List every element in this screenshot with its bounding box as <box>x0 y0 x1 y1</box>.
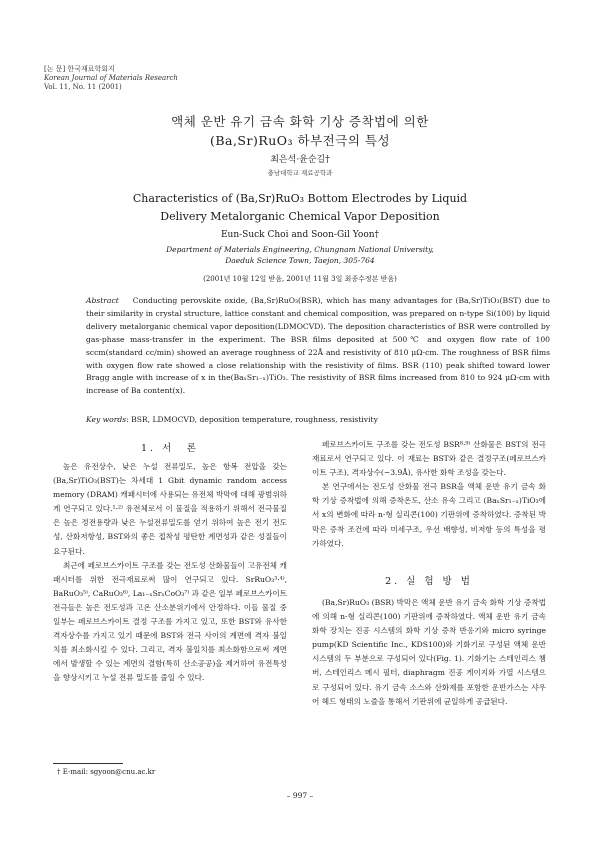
korean-title-line2: (Ba,Sr)RuO₃ 하부전극의 특성 <box>209 133 391 148</box>
korean-title-line1: 액체 운반 유기 금속 화학 기상 증착법에 의한 <box>171 114 429 129</box>
english-title-line2: Delivery Metalorganic Chemical Vapor Deposition <box>160 210 440 223</box>
english-affiliation-line1: Department of Materials Engineering, Chungnam National University, <box>166 245 434 254</box>
abstract-text: Conducting perovskite oxide, (Ba,Sr)RuO₃(BSR), which has many advantages for (Ba,Sr)TiO₃(BST) due to their similarity in crystal structure, lattice constant and chemical composition, was prepared on n-type Si(100) by liquid delivery metalorganic chemical vapor deposition(LDMOCVD). The deposition characteristics of BSR were controlled by gas-phase mass-transfer in the experiment. The BSR films deposited at 500℃ and oxygen flow rate of 100 sccm(standard cc/min) showed an average roughness of 22Å and resistivity of 810 μΩ-cm. The roughness of BSR films with oxygen flow rate showed a close relationship with the resistivity of films. BSR (110) peak shifted toward lower Bragg angle with increase of x in the(BaₓSr₁₋ₓ)TiO₃. The resistivity of BSR films increased from 810 to 924 μΩ-cm with increase of Ba content(x). <box>86 296 550 396</box>
keywords-label: Key words <box>86 415 127 424</box>
english-affiliation-line2: Daeduk Science Town, Taejon, 305-764 <box>225 256 375 265</box>
intro-paragraph-1: 높은 유전상수, 낮은 누설 전류밀도, 높은 항복 전압을 갖는 (Ba,Sr)TiO₃(BST)는 차세대 1 Gbit dynamic random access memory (DRAM) 캐패시터에 사용되는 유전체 박막에 대해 광범위하게 연구되고 있다.¹·²⁾ 유전체로서 이 물질을 적용하기 위해서 전극물질은 높은 정전용량과 낮은 누설전류밀도를 얻기 위하여 높은 전기 전도성, 산화저항성, BST와의 좋은 접착성 평탄한 계면성과 같은 성질들이 요구된다. <box>53 462 287 556</box>
english-title-line1: Characteristics of (Ba,Sr)RuO₃ Bottom Electrodes by Liquid <box>132 192 468 205</box>
received-dates: (2001년 10월 12일 받음, 2001년 11월 3일 최종수정본 받음) <box>203 275 397 283</box>
intro-paragraph-4: 본 연구에서는 전도성 산화물 전극 BSR을 액체 운반 유기 금속 화학 기상 증착법에 의해 증착온도, 산소 유속 그리고 (BaₓSr₁₋ₓ)TiO₃에서 x의 변화에 따라 n-형 실리콘(100) 기판위에 증착하였다. 증착된 박막은 증착 조건에 따라 미세구조, 우선 배향성, 비저항 등의 특성을 평가하였다. <box>312 482 546 548</box>
journal-header <box>44 65 178 92</box>
intro-paragraph-2: 최근에 페로브스카이트 구조를 갖는 전도성 산화물들이 고유전체 캐패시터를 위한 전극재료로써 많이 연구되고 있다. SrRuO₃³·⁴⁾, BaRuO₃⁵⁾, CaRuO₃⁶⁾, La₁₋ₓSrₓCoO₃⁷⁾ 과 같은 일부 페로브스카이트 전극들은 높은 전도성과 고온 산소분위기에서 안정하다. 이들 물질 중 일부는 페로브스카이트 결정 구조를 가지고 있고, 또한 BST와 유사한 격자상수를 가지고 있기 때문에 BST와 전극 사이의 계면에 격자 불일치를 최소화시킬 수 있다. 그리고, 격자 불일치를 최소화함으로써 계면에서 발생할 수 있는 계면의 결함(특히 산소공공)을 제거하여 유전특성을 향상시키고 누설 전류 밀도를 줄일 수 있다. <box>53 560 287 683</box>
keywords <box>86 415 550 424</box>
english-authors: Eun-Suck Choi and Soon-Gil Yoon† <box>220 230 380 240</box>
abstract-label: Abstract <box>86 296 119 305</box>
footnote-divider <box>53 763 123 764</box>
english-affiliation <box>0 244 600 266</box>
intro-paragraph-3: 페로브스카이트 구조를 갖는 전도성 BSR⁸·⁹⁾ 산화물은 BST의 전극 재료로서 연구되고 있다. 이 재료는 BST와 같은 결정구조(페로브스카이트 구조), 격자상수(~3.9Å), 유사한 화학 조성을 갖는다. <box>312 440 546 478</box>
korean-title <box>0 112 600 150</box>
korean-affiliation: 충남대학교 재료공학과 <box>267 169 333 177</box>
right-column-bottom <box>312 596 546 709</box>
page-number: – 997 – <box>286 791 314 800</box>
footnote-email: † E-mail: sgyoon@cnu.ac.kr <box>57 768 156 776</box>
korean-authors: 최은석·윤순길† <box>270 155 330 165</box>
section-heading-experimental: 2. 실 험 방 법 <box>385 576 473 587</box>
journal-name-english: Korean Journal of Materials Research <box>44 74 178 82</box>
journal-volume: Vol. 11, No. 11 (2001) <box>44 83 122 91</box>
right-column-top <box>312 438 546 551</box>
section-heading-introduction: 1. 서 론 <box>141 443 199 454</box>
abstract <box>86 295 550 398</box>
english-title <box>0 190 600 226</box>
keywords-text: : BSR, LDMOCVD, deposition temperature, roughness, resistivity <box>126 415 378 424</box>
left-column <box>53 460 287 686</box>
journal-name-korean: [논 문] 한국재료학회지 <box>44 65 115 73</box>
experimental-paragraph-1: (Ba,Sr)RuO₃ (BSR) 박막은 액체 운반 유기 금속 화학 기상 증착법에 의해 n-형 실리콘(100) 기판위에 증착하였다. 액체 운반 유기 금속 화학 장치는 진공 시스템의 화학 기상 증착 반응기와 micro syringe pump(KD Scientific Inc., KDS100)와 기화기로 구성된 액체 운반 시스템의 두 부분으로 구성되어 있다(Fig. 1). 기화기는 스테인리스 챔버, 스테인리스 메시 필터, diaphragm 진공 게이지와 가열 시스템으로 구성되어 있다. 유기 금속 소스와 산화제를 포함한 운반가스는 샤우어 헤드 형태의 노즐을 통해서 기판위에 균일하게 공급된다. <box>312 598 546 706</box>
